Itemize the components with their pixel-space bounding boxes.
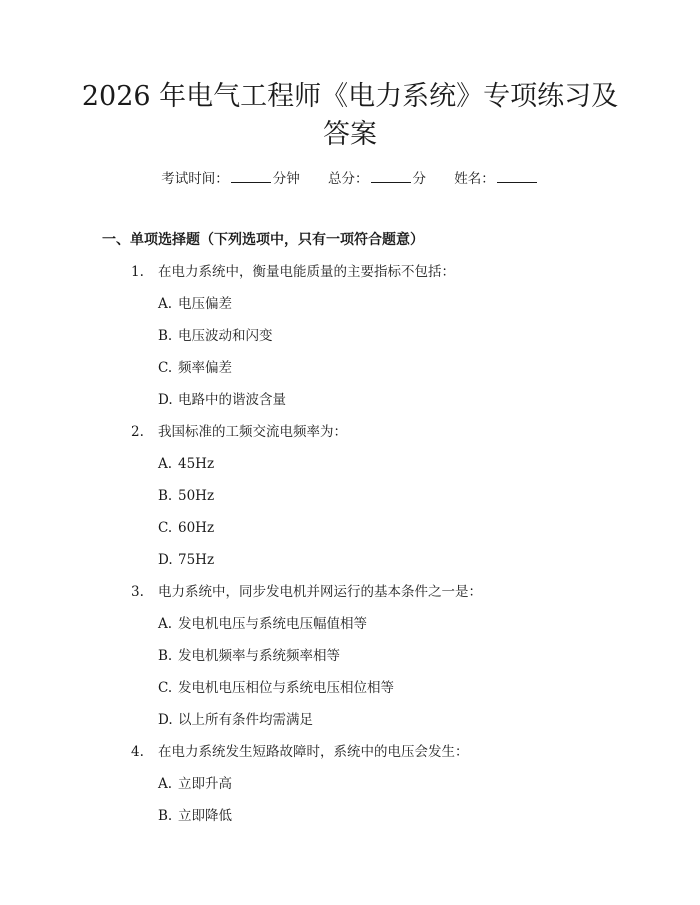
title-line-2: 答案 (323, 119, 377, 150)
question-2-option-c (158, 518, 214, 538)
score-label: 总分： (328, 171, 369, 187)
option-letter: A. (158, 776, 173, 792)
time-label: 考试时间： (161, 171, 229, 187)
question-2-option-a (158, 454, 214, 474)
question-3-option-a (158, 614, 367, 634)
option-letter: B. (158, 328, 173, 344)
option-text: 立即降低 (178, 808, 232, 824)
question-1 (131, 262, 455, 282)
option-letter: A. (158, 616, 173, 632)
option-letter: C. (158, 520, 173, 536)
question-text: 我国标准的工频交流电频率为： (158, 424, 347, 440)
section-heading: 一、单项选择题（下列选项中，只有一项符合题意） (102, 232, 424, 248)
question-2 (131, 422, 347, 442)
score-blank (371, 168, 411, 183)
title-line-1: 2026 年电气工程师《电力系统》专项练习及 (81, 81, 619, 112)
question-4-option-a (158, 774, 232, 794)
exam-info (0, 168, 700, 189)
option-text: 电压偏差 (178, 296, 232, 312)
question-3-option-d (158, 710, 313, 730)
exam-score (328, 168, 426, 189)
option-letter: C. (158, 360, 173, 376)
option-text: 频率偏差 (178, 360, 232, 376)
question-1-option-a (158, 294, 232, 314)
question-3 (131, 582, 482, 602)
option-letter: D. (158, 712, 173, 728)
time-blank (231, 168, 271, 183)
question-2-option-b (158, 486, 214, 506)
question-3-option-c (158, 678, 394, 698)
document-title (60, 78, 640, 154)
question-4 (131, 742, 469, 762)
option-letter: B. (158, 488, 173, 504)
question-2-option-d (158, 550, 214, 570)
question-1-option-b (158, 326, 273, 346)
exam-time (161, 168, 300, 189)
option-letter: D. (158, 392, 173, 408)
option-text: 以上所有条件均需满足 (178, 712, 313, 728)
option-text: 50Hz (178, 488, 215, 504)
name-blank (497, 168, 537, 183)
option-text: 60Hz (178, 520, 215, 536)
option-text: 75Hz (178, 552, 215, 568)
option-text: 发电机频率与系统频率相等 (178, 648, 340, 664)
option-letter: C. (158, 680, 173, 696)
question-4-option-b (158, 806, 232, 826)
question-3-option-b (158, 646, 340, 666)
option-letter: B. (158, 808, 173, 824)
question-number: 1. (131, 264, 144, 280)
option-letter: A. (158, 296, 173, 312)
option-text: 电压波动和闪变 (178, 328, 273, 344)
exam-name (454, 168, 539, 189)
name-label: 姓名： (454, 171, 495, 187)
question-number: 4. (131, 744, 144, 760)
question-1-option-d (158, 390, 286, 410)
question-number: 2. (131, 424, 144, 440)
question-1-option-c (158, 358, 232, 378)
option-letter: D. (158, 552, 173, 568)
option-letter: B. (158, 648, 173, 664)
option-text: 发电机电压相位与系统电压相位相等 (178, 680, 394, 696)
score-unit: 分 (412, 171, 426, 187)
question-text: 在电力系统发生短路故障时，系统中的电压会发生： (158, 744, 469, 760)
time-unit: 分钟 (272, 171, 300, 187)
question-number: 3. (131, 584, 144, 600)
option-text: 立即升高 (178, 776, 232, 792)
option-text: 发电机电压与系统电压幅值相等 (178, 616, 367, 632)
question-text: 在电力系统中，衡量电能质量的主要指标不包括： (158, 264, 455, 280)
question-text: 电力系统中，同步发电机并网运行的基本条件之一是： (158, 584, 482, 600)
option-text: 45Hz (178, 456, 215, 472)
option-letter: A. (158, 456, 173, 472)
option-text: 电路中的谐波含量 (178, 392, 286, 408)
